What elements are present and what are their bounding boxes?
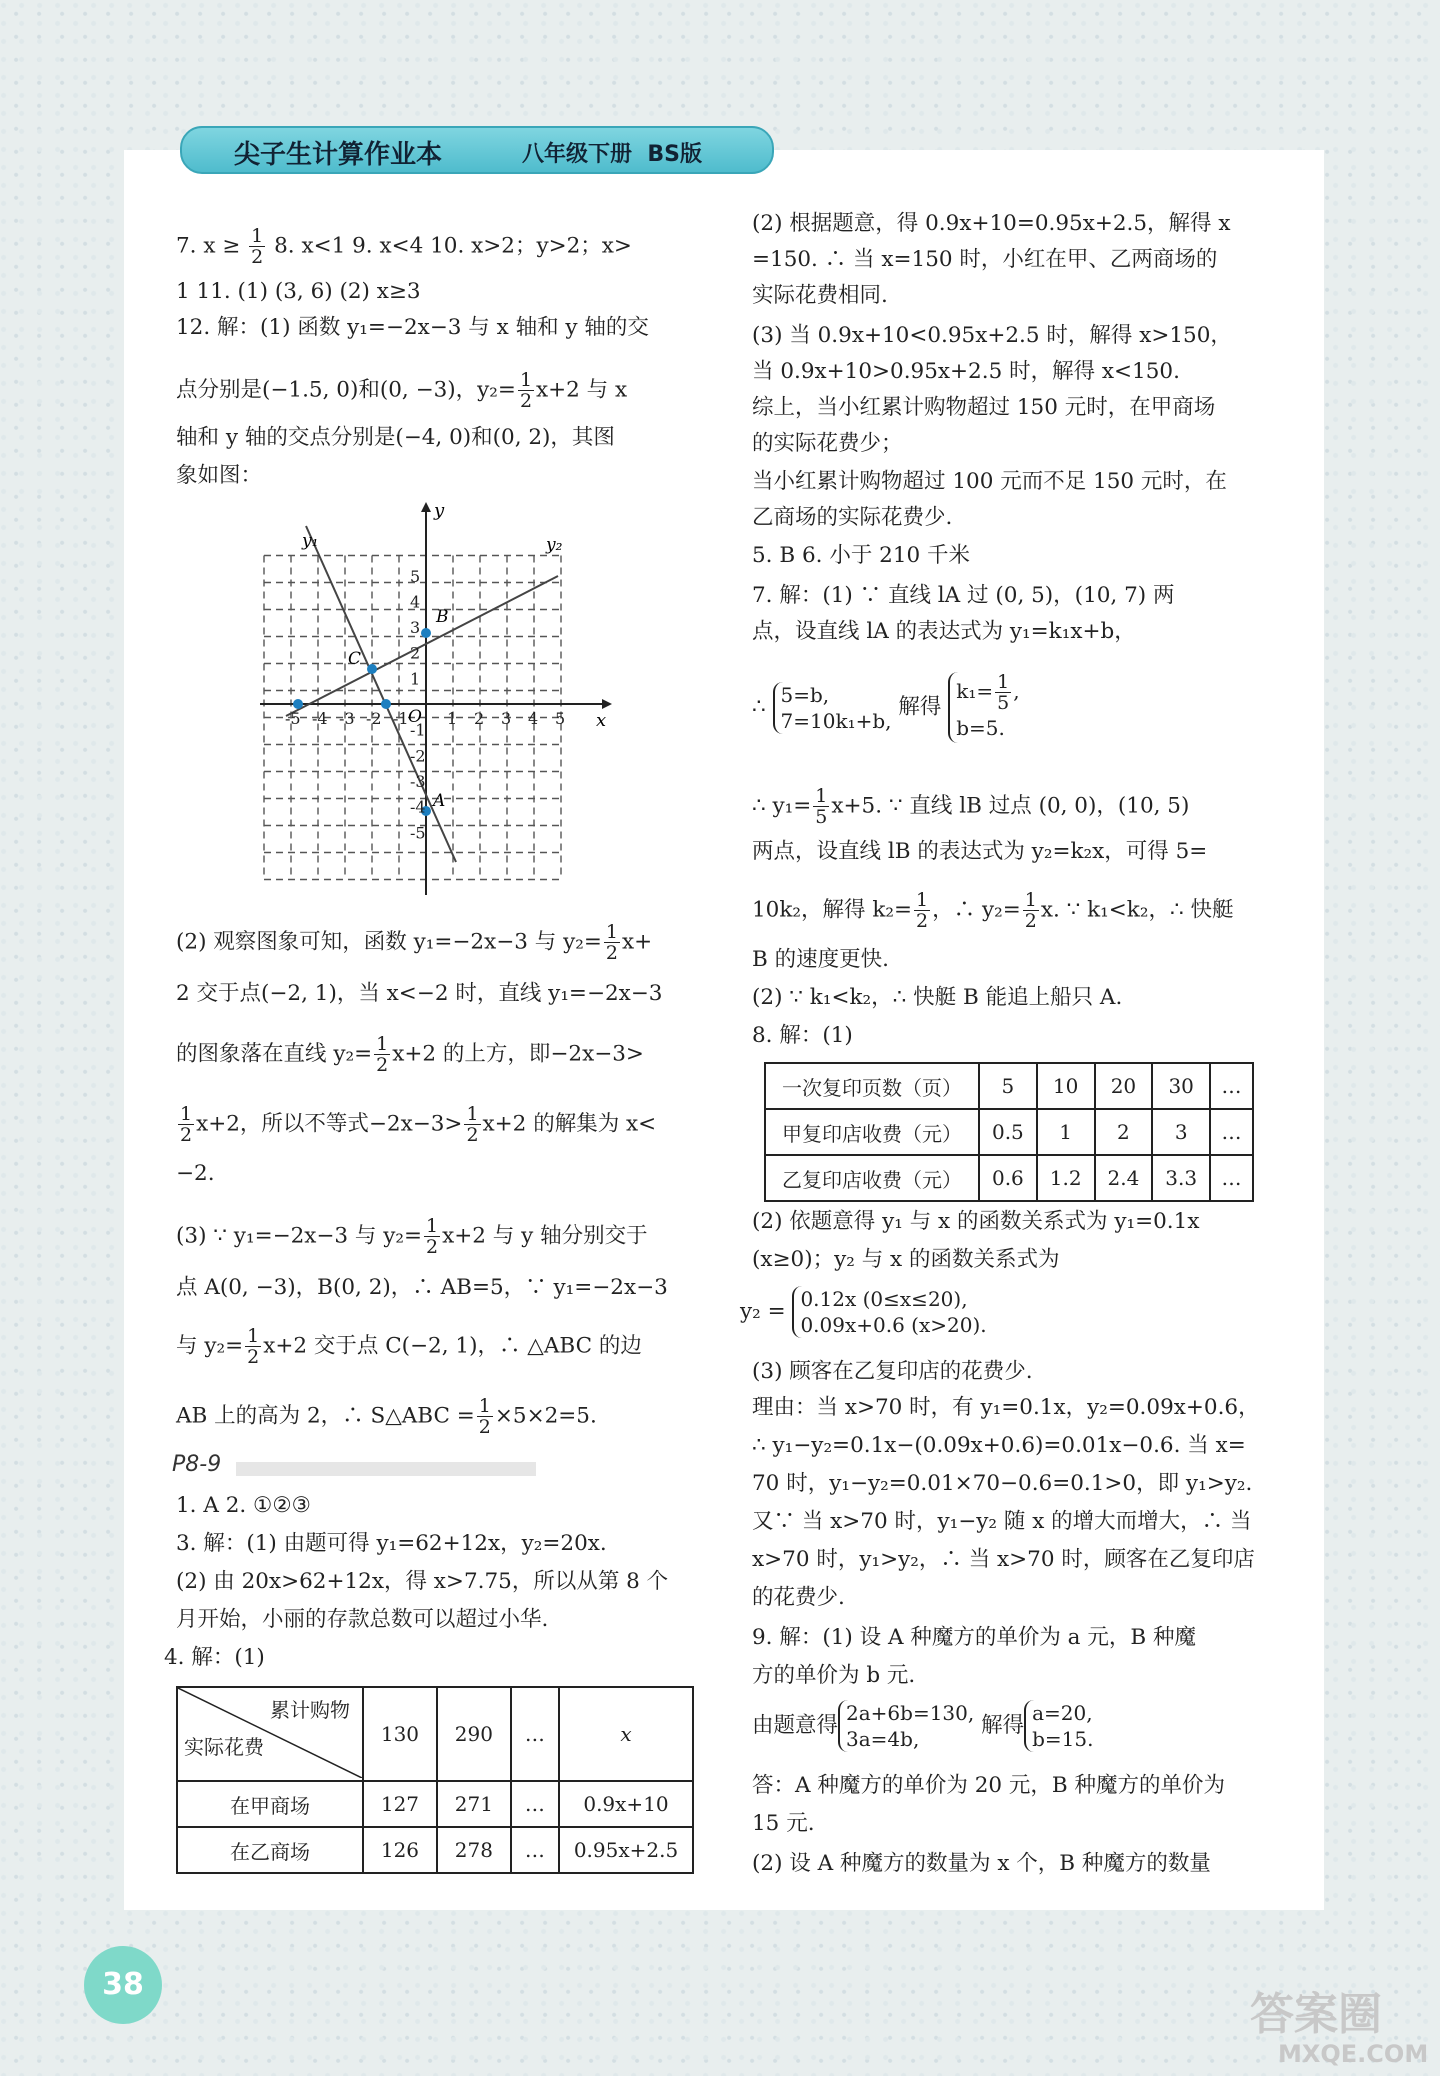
- answer-8-2: (2) 依题意得 y₁ 与 x 的函数关系式为 y₁=0.1x: [752, 1209, 1200, 1234]
- label-c: C: [348, 649, 362, 669]
- answer-line: 的实际花费少；: [752, 431, 903, 456]
- table-header-cell: x: [559, 1687, 693, 1781]
- answer-line: ∴ y₁−y₂=0.1x−(0.09x+0.6)=0.01x−0.6. 当 x=: [752, 1433, 1246, 1458]
- y-tick-label: -5: [410, 823, 426, 843]
- y-axis-arrow: [421, 502, 431, 512]
- copy-fee-table: [764, 1062, 1254, 1202]
- answer-1-2: 1. A 2. ①②③: [176, 1493, 311, 1518]
- answer-line: B 的速度更快.: [752, 947, 889, 972]
- grade-edition: 八年级下册 BS版: [522, 142, 702, 167]
- answer-11: 1 11. (1) (3, 6) (2) x≥3: [176, 279, 421, 304]
- table-header-cell: 290: [437, 1687, 511, 1781]
- answer-line: 答：A 种魔方的单价为 20 元，B 种魔方的单价为: [752, 1773, 1226, 1798]
- table-row: 甲复印店收费（元） 0.5 1 2 3 …: [765, 1109, 1253, 1155]
- answer-line: 综上，当小红累计购物超过 150 元时，在甲商场: [752, 395, 1216, 420]
- x-tick-label: -2: [366, 709, 382, 728]
- answer-line: 两点，设直线 lB 的表达式为 y₂=k₂x，可得 5=: [752, 839, 1208, 864]
- page-number-badge: 38: [84, 1946, 162, 2024]
- answer-line: x>70 时，y₁>y₂，∴ 当 x>70 时，顾客在乙复印店: [752, 1547, 1255, 1572]
- answer-7: 7. 解：(1) ∵ 直线 lA 过 (0, 5)，(10, 7) 两: [752, 583, 1175, 608]
- x-tick-label: -5: [285, 709, 301, 728]
- answer-line: 方的单价为 b 元.: [752, 1663, 916, 1688]
- point-x-intercept-y1: [381, 699, 391, 709]
- answer-12-3: (3) ∵ y₁=−2x−3 与 y₂= $\frac{1}{2}$ x+2 与 y 轴分别交于: [176, 1215, 648, 1258]
- y-tick-label: -4: [410, 797, 426, 817]
- handwritten-page-ref: P8-9: [172, 1452, 222, 1477]
- watermark-url: MXQE.COM: [1278, 2040, 1429, 2068]
- y-tick-label: -1: [410, 720, 426, 740]
- answer-line: 70 时，y₁−y₂=0.01×70−0.6=0.1>0，即 y₁>y₂.: [752, 1471, 1253, 1496]
- point-b: [421, 628, 431, 638]
- answer-12-line: $\frac{1}{2}$ x+2，所以不等式−2x−3> $\frac{1}{2}$ x+2 的解集为 x<: [180, 1103, 657, 1146]
- table-row: 乙复印店收费（元） 0.6 1.2 2.4 3.3 …: [765, 1155, 1253, 1201]
- answer-line: 15 元.: [752, 1811, 815, 1836]
- y-tick-label: 3: [410, 618, 421, 638]
- y-tick-label: -2: [410, 746, 426, 766]
- origin-label: O: [408, 707, 422, 727]
- function-graph: [240, 500, 620, 900]
- header-banner: [180, 126, 774, 174]
- answer-12-line: 点 A(0, −3)，B(0, 2)，∴ AB=5，∵ y₁=−2x−3: [176, 1275, 668, 1300]
- line-y2: [286, 576, 558, 716]
- y-axis-label: y: [434, 500, 445, 521]
- equation-system-2: 由题意得 2a+6b=130, 3a=4b, 解得 a=20, b=15.: [752, 1701, 1094, 1751]
- answer-12-line: 轴和 y 轴的交点分别是(−4, 0)和(0, 2)，其图: [176, 425, 615, 450]
- answer-line: 乙商场的实际花费少.: [752, 505, 953, 530]
- answer-7-10: 7. x ≥ $\frac{1}{2}$ 8. x<1 9. x<4 10. x>2；y>2；x>: [176, 225, 632, 268]
- answer-line: 点，设直线 lA 的表达式为 y₁=k₁x+b，: [752, 619, 1136, 644]
- y2-label: y₂: [546, 535, 563, 555]
- answer-line: =150. ∴ 当 x=150 时，小红在甲、乙两商场的: [752, 247, 1218, 272]
- answer-12-line: 象如图：: [176, 463, 263, 488]
- answer-8: 8. 解：(1): [752, 1023, 853, 1048]
- x-axis-label: x: [596, 710, 607, 731]
- answer-line: 当小红累计购物超过 100 元而不足 150 元时，在: [752, 469, 1227, 494]
- fraction: $\frac{1}{2}$: [251, 225, 264, 268]
- x-tick-label: 2: [474, 709, 485, 728]
- x-tick-label: 5: [555, 709, 566, 728]
- table-row: 在甲商场 127 271 … 0.9x+10: [177, 1781, 693, 1827]
- y-tick-label: 4: [410, 592, 421, 612]
- label-a: A: [433, 791, 446, 811]
- answer-12-line: AB 上的高为 2，∴ S△ABC = $\frac{1}{2}$ ×5×2=5.: [176, 1395, 597, 1438]
- y1-label: y₁: [302, 531, 319, 551]
- answer-line: 又∵ 当 x>70 时，y₁−y₂ 随 x 的增大而增大，∴ 当: [752, 1509, 1252, 1534]
- answer-line: 的花费少.: [752, 1585, 845, 1610]
- label-b: B: [436, 607, 449, 627]
- x-axis-arrow: [602, 699, 612, 709]
- table-row: 在乙商场 126 278 … 0.95x+2.5: [177, 1827, 693, 1873]
- y-tick-label: 1: [410, 669, 421, 689]
- x-tick-label: -3: [339, 709, 355, 728]
- answer-3: 3. 解：(1) 由题可得 y₁=62+12x，y₂=20x.: [176, 1531, 607, 1556]
- equation-system-1: ∴ 5=b, 7=10k₁+b, 解得 k₁= $\frac{1}{5}$ , b=5.: [752, 672, 1020, 743]
- answer-12-line: 的图象落在直线 y₂= $\frac{1}{2}$ x+2 的上方，即−2x−3>: [176, 1033, 644, 1076]
- answer-3-2: 月开始，小丽的存款总数可以超过小华.: [176, 1607, 549, 1632]
- answer-5-6: 5. B 6. 小于 210 千米: [752, 543, 971, 568]
- piecewise-function: y₂ = 0.12x (0≤x≤20), 0.09x+0.6 (x>20).: [740, 1287, 987, 1337]
- x-tick-label: -4: [312, 709, 328, 728]
- answer-4: 4. 解：(1): [164, 1645, 265, 1670]
- answer-line: 实际花费相同.: [752, 283, 888, 308]
- answer-line: 10k₂，解得 k₂= $\frac{1}{2}$ ，∴ y₂= $\frac{1}{2}$ x. ∵ k₁<k₂，∴ 快艇: [752, 889, 1234, 932]
- shopping-table: [176, 1686, 694, 1874]
- watermark-logo: 答案圈: [1250, 1989, 1382, 2040]
- answer-3-2: (2) 由 20x>62+12x，得 x>7.75，所以从第 8 个: [176, 1569, 669, 1594]
- table-row: 一次复印页数（页） 5 10 20 30 …: [765, 1063, 1253, 1109]
- answer-12-line: −2.: [176, 1161, 215, 1186]
- answer-line: ∴ y₁= $\frac{1}{5}$ x+5. ∵ 直线 lB 过点 (0, 0)，(10, 5): [752, 785, 1190, 828]
- answer-8-3: (3) 顾客在乙复印店的花费少.: [752, 1359, 1033, 1384]
- point-x-intercept-y2: [293, 699, 303, 709]
- answer-line: (x≥0)；y₂ 与 x 的函数关系式为: [752, 1247, 1060, 1272]
- answer-12-line: 12. 解：(1) 函数 y₁=−2x−3 与 x 轴和 y 轴的交: [176, 315, 649, 340]
- answer-12-2: (2) 观察图象可知，函数 y₁=−2x−3 与 y₂= $\frac{1}{2}$ x+: [176, 921, 653, 964]
- answer-line: 理由：当 x>70 时，有 y₁=0.1x，y₂=0.09x+0.6，: [752, 1395, 1260, 1420]
- table-header-cell: …: [511, 1687, 559, 1781]
- answer-12-line: 2 交于点(−2, 1)，当 x<−2 时，直线 y₁=−2x−3: [176, 981, 663, 1006]
- x-tick-label: 1: [447, 709, 458, 728]
- answer-4-3: (3) 当 0.9x+10<0.95x+2.5 时，解得 x>150，: [752, 323, 1232, 348]
- answer-7-2: (2) ∵ k₁<k₂，∴ 快艇 B 能追上船只 A.: [752, 985, 1123, 1010]
- answer-9: 9. 解：(1) 设 A 种魔方的单价为 a 元，B 种魔: [752, 1625, 1196, 1650]
- x-tick-label: -1: [393, 709, 409, 728]
- y-tick-label: 5: [410, 566, 421, 586]
- y-tick-label: 2: [410, 643, 421, 663]
- table-header-cell: 130: [363, 1687, 437, 1781]
- y-tick-label: -3: [410, 771, 426, 791]
- book-title: 尖子生计算作业本: [234, 140, 443, 170]
- x-tick-label: 4: [528, 709, 539, 728]
- point-c: [367, 664, 377, 674]
- x-tick-label: 3: [501, 709, 512, 728]
- answer-4-2: (2) 根据题意，得 0.9x+10=0.95x+2.5，解得 x: [752, 211, 1231, 236]
- answer-9-2: (2) 设 A 种魔方的数量为 x 个，B 种魔方的数量: [752, 1851, 1211, 1876]
- answer-12-line: 点分别是(−1.5, 0)和(0, −3)，y₂= $\frac{1}{2}$ x+2 与 x: [176, 369, 628, 412]
- answer-12-line: 与 y₂= $\frac{1}{2}$ x+2 交于点 C(−2, 1)，∴ △ABC 的边: [176, 1325, 642, 1368]
- answer-line: 当 0.9x+10>0.95x+2.5 时，解得 x<150.: [752, 359, 1180, 384]
- table-corner-cell: 累计购物 实际花费: [177, 1687, 363, 1781]
- highlight-mark: [236, 1462, 536, 1476]
